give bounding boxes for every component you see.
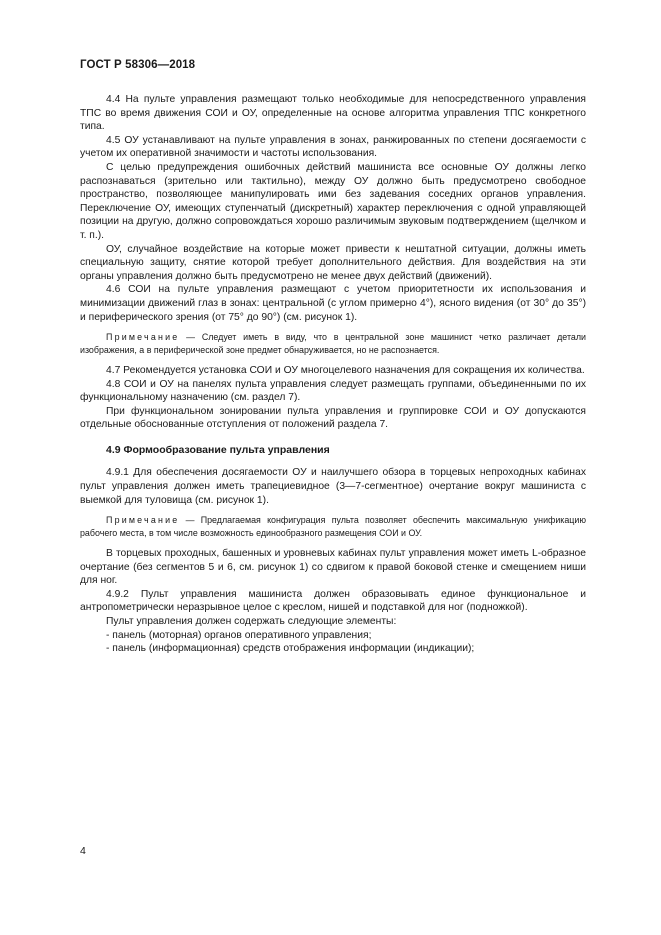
paragraph-controls-protection: ОУ, случайное воздействие на которые может привести к нештатной ситуации, должны иметь специальную защиту, снятие которой требует дополнительного действия. Для воздействия на эти органы управления должно быть предусмотрено не менее двух действий (движений). [80, 243, 586, 282]
note-2-text: — Предлагаемая конфигурация пульта позволяет обеспечить максимальную унификацию рабочего места, в том числе возможность единообразного размещения СОИ и ОУ. [80, 515, 586, 538]
paragraph-functional-zoning: При функциональном зонировании пульта управления и группировке СОИ и ОУ допускаются отдельные обоснованные отступления от положений раздела 7. [80, 405, 586, 431]
paragraph-4-4: 4.4 На пульте управления размещают только необходимые для непосредственного управления ТПС во время движения СОИ и ОУ, определенные на основе алгоритма управления ТПС конкретного типа. [80, 94, 586, 133]
section-heading-4-9: 4.9 Формообразование пульта управления [106, 443, 330, 456]
note-1-label: Примечание [106, 332, 180, 343]
paragraph-4-7: 4.7 Рекомендуется установка СОИ и ОУ многоцелевого назначения для сокращения их количества. [106, 364, 585, 376]
paragraph-4-8: 4.8 СОИ и ОУ на панелях пульта управления следует размещать группами, объединенными по их функциональному назначению (см. раздел 7). [80, 378, 586, 404]
paragraph-4-6: 4.6 СОИ на пульте управления размещают с учетом приоритетности их использования и минимизации движений глаз в зонах: центральной (с углом примерно 4°), ясного видения (от 30° до 35°) и периферического зрения (от 75° до 90°) (см. рисунок 1). [80, 284, 586, 323]
standard-header: ГОСТ Р 58306—2018 [80, 59, 196, 71]
note-1 [80, 331, 586, 356]
paragraph-elements-intro: Пульт управления должен содержать следующие элементы: [106, 616, 397, 628]
paragraph-4-9-1: 4.9.1 Для обеспечения досягаемости ОУ и наилучшего обзора в торцевых непроходных кабинах пульт управления должен иметь трапециевидное (3—7-сегментное) очертание вокруг машиниста с выемкой для туловища (см. рисунок 1). [80, 467, 586, 506]
list-item: - панель (моторная) органов оперативного управления; [106, 629, 372, 641]
paragraph-4-9-2: 4.9.2 Пульт управления машиниста должен образовывать единое функциональное и антропометрически неразрывное целое с креслом, нишей и подставкой для ног (подножкой). [80, 588, 586, 614]
page-number: 4 [80, 845, 86, 857]
note-2 [80, 514, 586, 539]
paragraph-controls-recognition: С целью предупреждения ошибочных действий машиниста все основные ОУ должны легко распознаваться (зрительно или тактильно), между ОУ должно быть предусмотрено свободное пространство, позволяющее манипулировать ими без задевания соседних органов управления. Переключение ОУ, имеющих ступенчатый (дискретный) характер переключения с одной управляющей позиции на другую, должно сопровождаться хорошо различимым звуковым подтверждением (щелчком и т. п.). [80, 161, 586, 241]
elements-list [80, 629, 586, 656]
page-content [80, 93, 586, 656]
note-2-label: Примечание [106, 515, 180, 526]
paragraph-l-shaped-console: В торцевых проходных, башенных и уровневых кабинах пульт управления может иметь L-образное очертание (без сегментов 5 и 6, см. рисунок 1) со сдвигом к правой боковой стенке и смещением ниши для ног. [80, 548, 586, 587]
paragraph-4-5: 4.5 ОУ устанавливают на пульте управления в зонах, ранжированных по степени досягаемости с учетом их оперативной значимости и частоты использования. [80, 134, 586, 160]
list-item: - панель (информационная) средств отображения информации (индикации); [106, 643, 475, 655]
note-1-text: — Следует иметь в виду, что в центральной зоне машинист четко различает детали изображения, а в периферической зоне предмет обнаруживается, но не распознается. [80, 332, 586, 355]
